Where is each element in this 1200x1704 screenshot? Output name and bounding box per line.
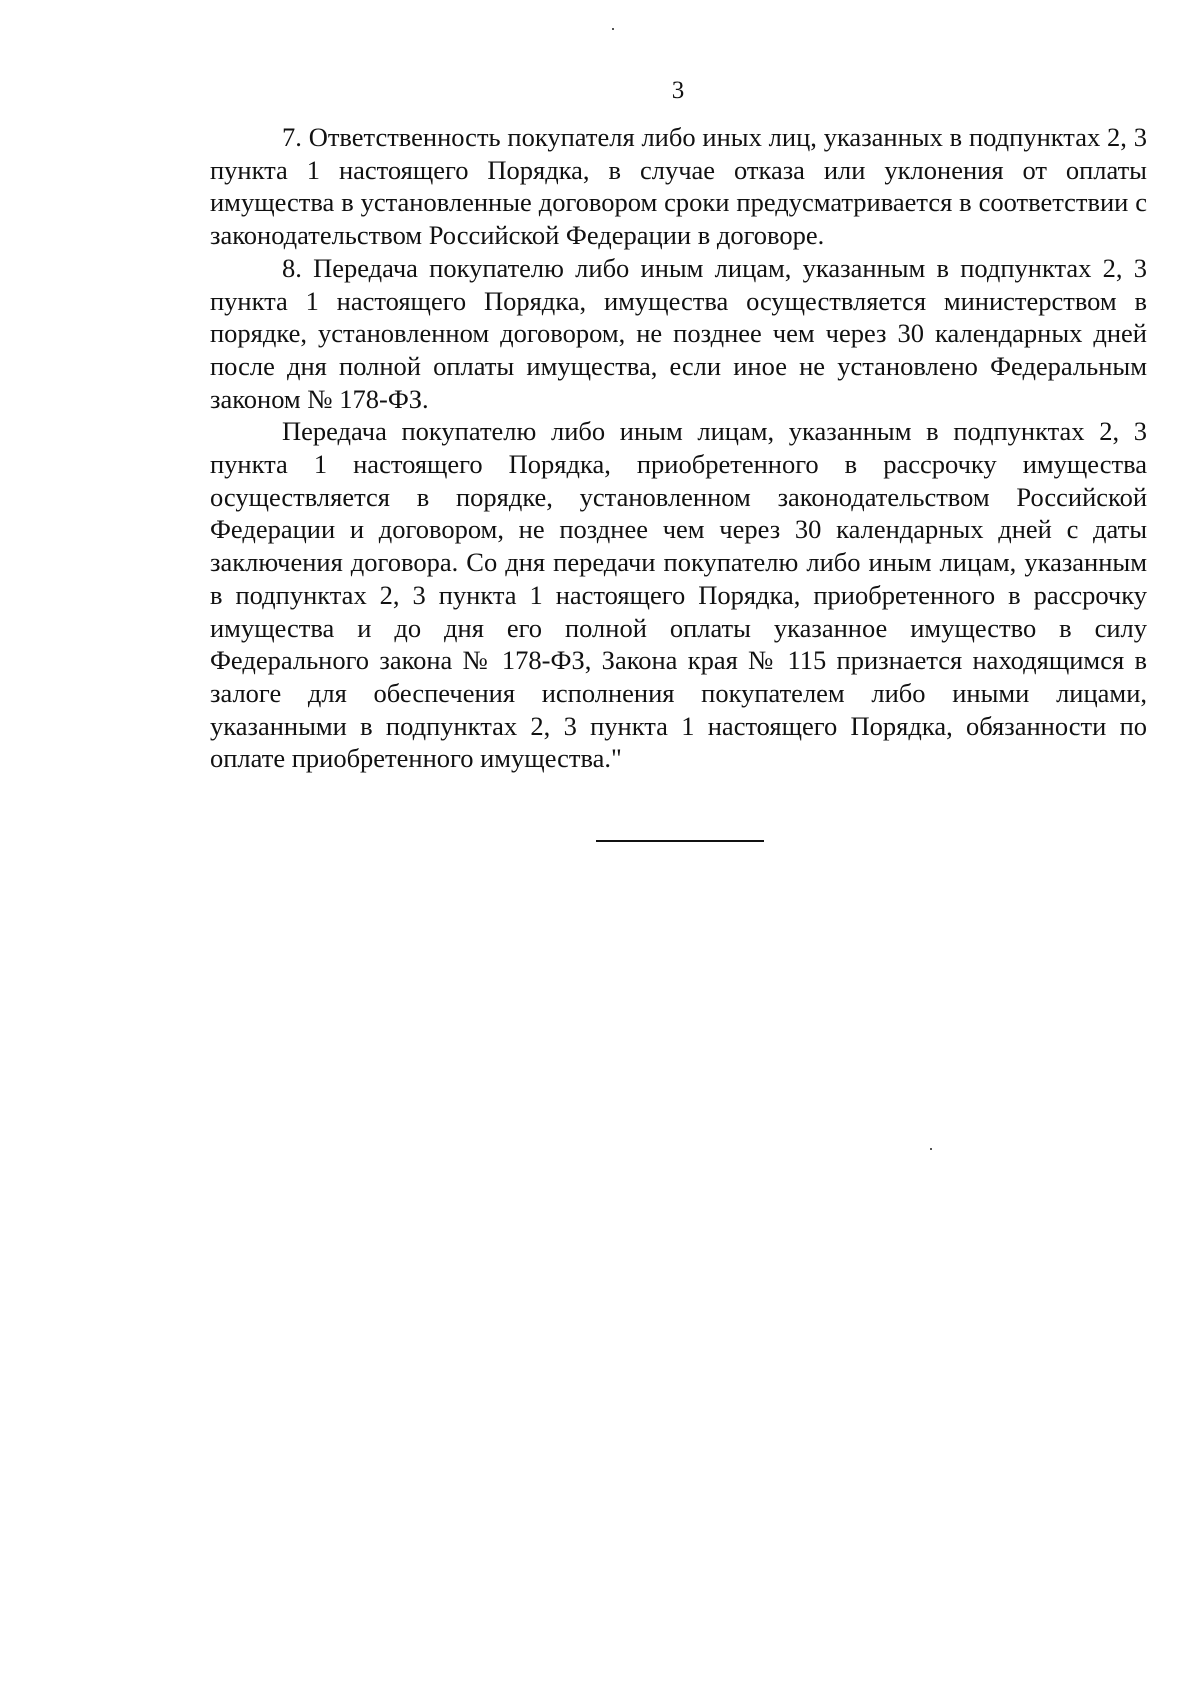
scan-speck [612, 28, 614, 30]
paragraph-8-continuation: Передача покупателю либо иным лицам, указанным в подпунктах 2, 3 пункта 1 настоящего Порядка, приобретенного в рассрочку имущества осуществляется в порядке, установленном законодательством Российской Федерации и договором, не позднее чем через 30 календарных дней с даты заключения договора. Со дня передачи покупателю либо иным лицам, указанным в подпунктах 2, 3 пункта 1 настоящего Порядка, приобретенного в рассрочку имущества и до дня его полной оплаты указанное имущество в силу Федерального закона № 178-ФЗ, Закона края № 115 признается находящимся в залоге для обеспечения исполнения покупателем либо иными лицами, указанными в подпунктах 2, 3 пункта 1 настоящего Порядка, обязанности по оплате приобретенного имущества." [210, 416, 1147, 774]
document-body [210, 121, 1147, 775]
paragraph-7: 7. Ответственность покупателя либо иных лиц, указанных в подпунктах 2, 3 пункта 1 настоящего Порядка, в случае отказа или уклонения от оплаты имущества в установленные договором сроки предусматривается в соответствии с законодательством Российской Федерации в договоре. [210, 122, 1147, 251]
paragraph-8: 8. Передача покупателю либо иным лицам, указанным в подпунктах 2, 3 пункта 1 настоящего Порядка, имущества осуществляется министерством в порядке, установленном договором, не позднее чем через 30 календарных дней после дня полной оплаты имущества, если иное не установлено Федеральным законом № 178-ФЗ. [210, 252, 1147, 414]
scan-speck [930, 1148, 932, 1150]
end-separator-line [596, 840, 764, 842]
page-number: 3 [671, 77, 685, 104]
